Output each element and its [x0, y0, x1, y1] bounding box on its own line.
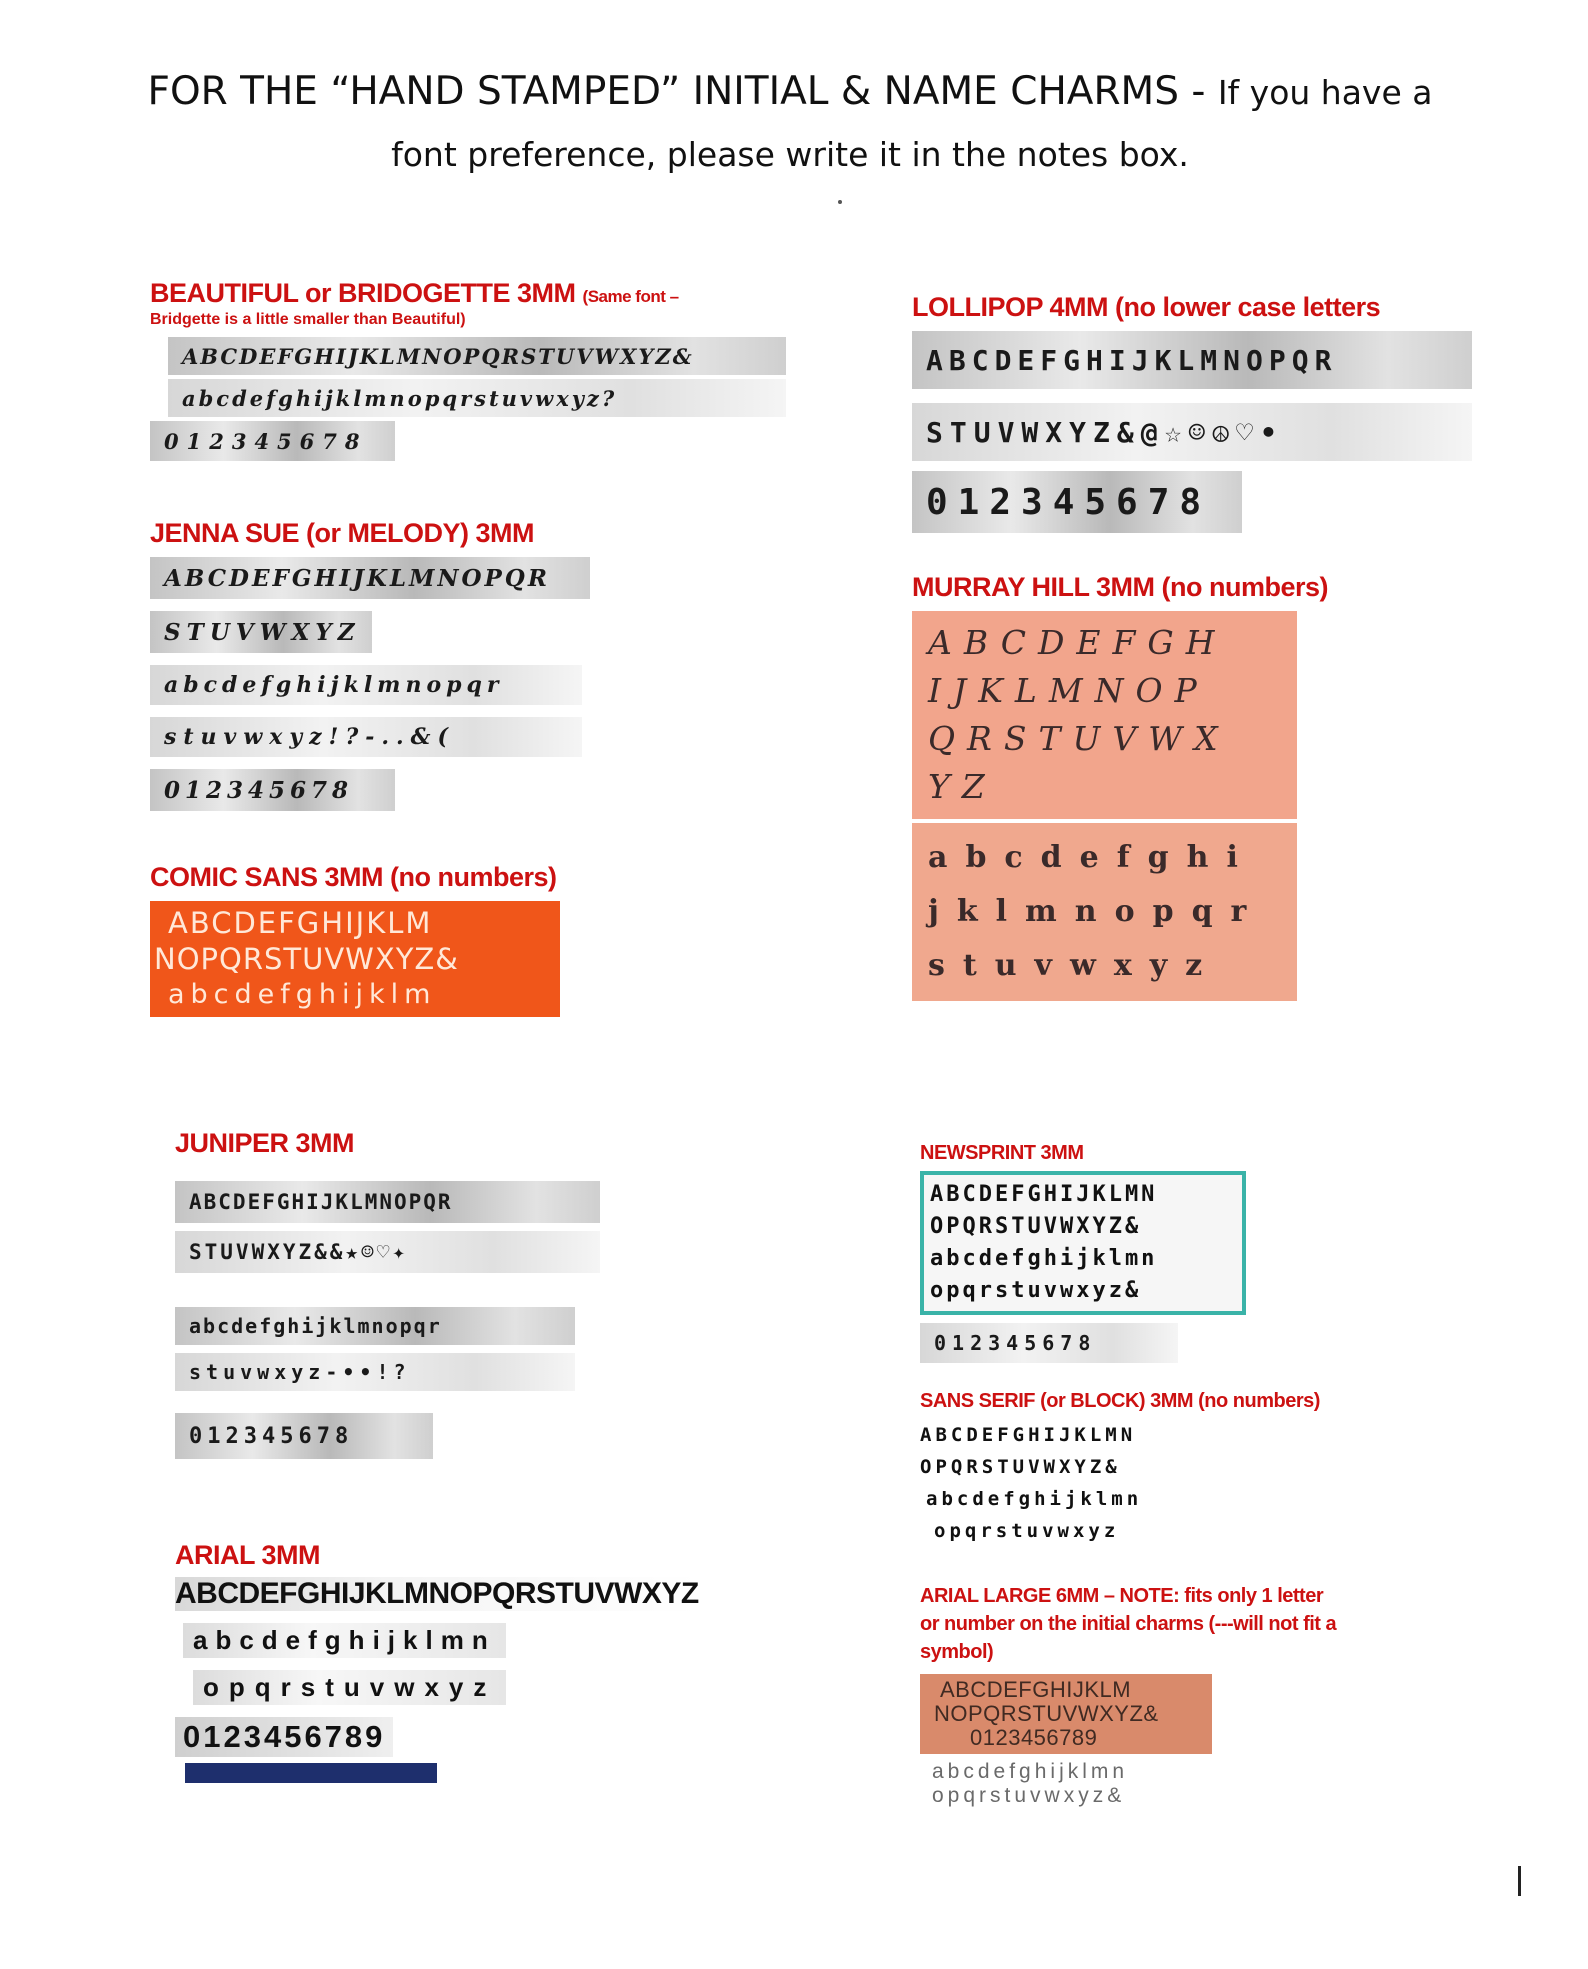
sample-strip: ABCDEFGHIJKLMNOPQR: [150, 557, 590, 599]
sample-line: ABCDEFGHIJKLMNOPQRSTUVWXYZ: [175, 1577, 699, 1610]
sample-line: OPQRSTUVWXYZ&: [930, 1214, 1142, 1239]
sample-line: NOPQRSTUVWXYZ&: [154, 942, 459, 976]
font-section-jenna-sue: [150, 518, 590, 811]
sample-line: opqrstuvwxyz: [934, 1520, 1120, 1542]
font-title: COMIC SANS 3MM (no numbers): [150, 862, 557, 892]
sample-strip: stuvwxyz-••!?: [175, 1353, 575, 1391]
sample-line: abcdefghijklmn: [183, 1623, 506, 1658]
font-section-newsprint: [920, 1142, 1246, 1363]
arial-large-sample-block: [920, 1674, 1212, 1754]
sample-strip: abcdefghijklmnopqr: [150, 665, 582, 705]
font-title: JUNIPER 3MM: [175, 1128, 355, 1158]
font-title: SANS SERIF (or BLOCK) 3MM (no numbers): [920, 1390, 1320, 1412]
newsprint-sample-box: [920, 1171, 1246, 1315]
sample-line: abcdefghijklm: [168, 979, 437, 1010]
font-title-line: or number on the initial charms (---will not fit a: [920, 1613, 1337, 1635]
sample-line: ABCDEFGHIJKLMN: [930, 1182, 1158, 1207]
font-title-text: BEAUTIFUL or BRIDOGETTE 3MM: [150, 278, 576, 308]
sample-strip: stuvwxyz!?-..&(: [150, 717, 582, 757]
sample-strip: ABCDEFGHIJKLMNOPQRSTUVWXYZ&: [168, 337, 786, 375]
header-line-1: [40, 60, 1540, 125]
font-title: JENNA SUE (or MELODY) 3MM: [150, 518, 535, 548]
font-section-beautiful: [150, 278, 786, 461]
sample-line: abcdefghijklmn: [932, 1760, 1129, 1783]
header-instruction-start: If you have a: [1217, 73, 1433, 112]
sample-line: ABCDEFGHIJKLM: [168, 906, 433, 940]
sample-line: jklmnopqr: [928, 894, 1265, 929]
sample-line: OPQRSTUVWXYZ&: [920, 1456, 1121, 1478]
font-title: [150, 278, 786, 309]
font-section-lollipop: [912, 292, 1472, 533]
sample-strip: STUVWXYZ&&★☺♡✦: [175, 1231, 600, 1273]
font-title-note: (Same font –: [582, 287, 679, 306]
font-section-juniper: [175, 1128, 600, 1459]
sample-line: opqrstuvwxyz&: [930, 1278, 1142, 1303]
murray-lower-block: [912, 823, 1297, 1001]
font-section-sans-serif: [920, 1390, 1320, 1547]
font-section-comic-sans: [150, 862, 560, 1017]
header-title: FOR THE “HAND STAMPED” INITIAL & NAME CHARMS -: [147, 69, 1218, 114]
font-title-line: symbol): [920, 1641, 994, 1663]
sample-line: NOPQRSTUVWXYZ&: [934, 1701, 1159, 1726]
sample-strip: STUVWXYZ&@☆☺☮♡•: [912, 403, 1472, 461]
sample-strip: 012345678: [150, 769, 395, 811]
stray-dot: [838, 200, 842, 204]
sample-line: ABCDEFGHIJKLMN: [920, 1424, 1137, 1446]
sample-strip: abcdefghijklmnopqr: [175, 1307, 575, 1345]
font-title: LOLLIPOP 4MM (no lower case letters: [912, 292, 1381, 322]
sample-line: 0123456789: [970, 1725, 1098, 1750]
font-title: MURRAY HILL 3MM (no numbers): [912, 572, 1329, 602]
sample-line: abcdefghijklmn: [926, 1488, 1143, 1510]
font-subtitle: Bridgette is a little smaller than Beautiful): [150, 311, 466, 328]
font-section-arial: [175, 1540, 699, 1783]
font-title: NEWSPRINT 3MM: [920, 1142, 1084, 1164]
murray-upper-block: [912, 611, 1297, 819]
sample-strip: ABCDEFGHIJKLMNOPQR: [175, 1181, 600, 1223]
header-instruction: font preference, please write it in the notes box.: [391, 135, 1189, 174]
navy-bar: [185, 1763, 437, 1783]
sample-line: opqrstuvwxyz: [193, 1670, 506, 1705]
sample-strip: ABCDEFGHIJKLMNOPQR: [912, 331, 1472, 389]
sample-line: ABCDEFGH: [928, 623, 1227, 662]
font-section-arial-large: [920, 1582, 1336, 1808]
sample-line: opqrstuvwxyz&: [932, 1784, 1126, 1807]
sample-line: abcdefghi: [928, 840, 1256, 875]
sample-strip: 012345678: [150, 421, 395, 461]
sample-line: QRSTUVWX: [928, 719, 1230, 758]
page-marker: [1518, 1866, 1521, 1896]
sample-strip: abcdefghijklmnopqrstuvwxyz?: [168, 379, 786, 417]
sample-line: stuvwxyz: [928, 948, 1221, 983]
font-title-line: ARIAL LARGE 6MM – NOTE: fits only 1 letter: [920, 1585, 1324, 1607]
sample-strip: 012345678: [912, 471, 1242, 533]
sample-strip: STUVWXYZ: [150, 611, 372, 653]
sample-strip: 012345678: [175, 1413, 433, 1459]
sample-line: IJKLMNOP: [928, 671, 1209, 710]
comic-sample-block: [150, 901, 560, 1017]
font-title: ARIAL 3MM: [175, 1540, 321, 1570]
sample-line: 0123456789: [175, 1717, 393, 1757]
sample-line: YZ: [928, 767, 997, 806]
sample-strip: 012345678: [920, 1323, 1178, 1363]
sample-line: abcdefghijklmn: [930, 1246, 1158, 1271]
font-section-murray-hill: [912, 572, 1328, 1001]
page-header: [40, 60, 1540, 185]
sample-line: ABCDEFGHIJKLM: [940, 1677, 1132, 1702]
